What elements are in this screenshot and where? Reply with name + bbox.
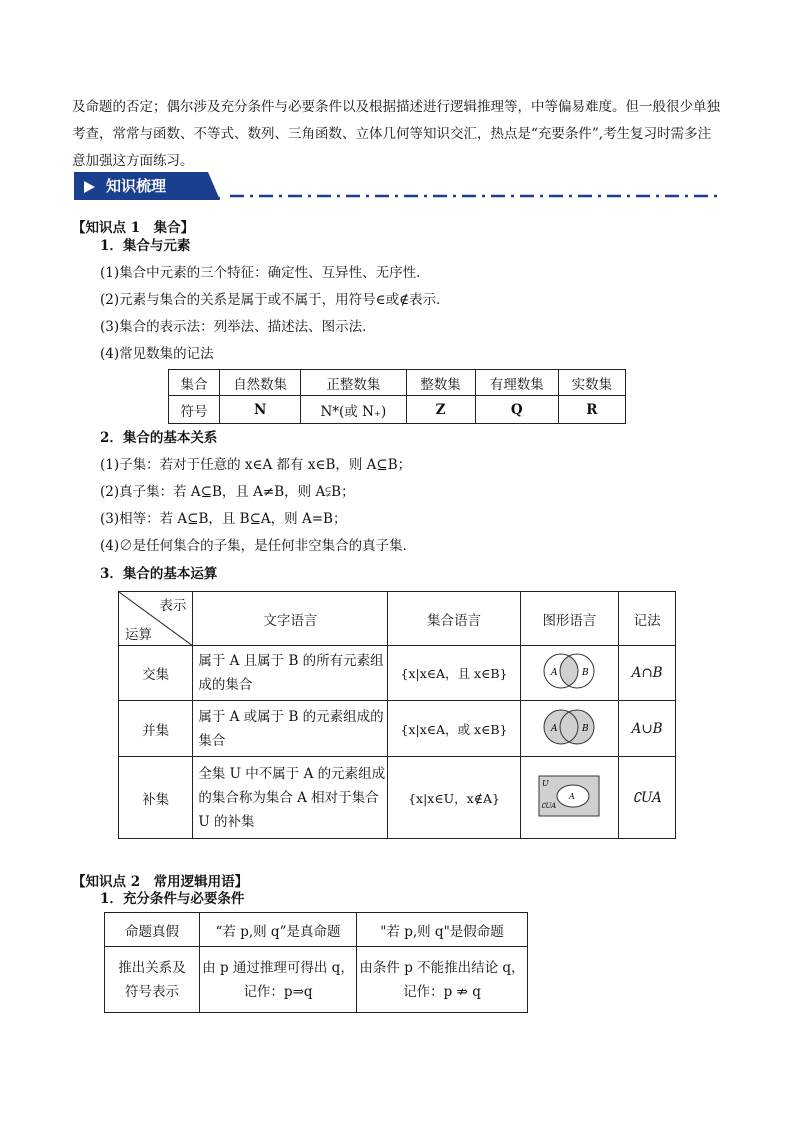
cond-false-note: 记作：p ⇏ q xyxy=(403,983,481,1000)
op-set: {x|x∈A，或 x∈B} xyxy=(388,701,520,757)
kp1-heading-2: 2．集合的基本关系 xyxy=(100,430,218,446)
op-diagram xyxy=(520,701,619,757)
cond-true-cell xyxy=(200,947,357,1013)
op-set: {x|x∈A，且 x∈B} xyxy=(388,646,520,701)
venn-label-complement: ∁UA xyxy=(541,801,557,810)
intersection-venn xyxy=(537,651,601,691)
venn-label-b: B xyxy=(582,668,590,678)
op-name: 补集 xyxy=(119,757,193,839)
relation-4: (4)∅是任何集合的子集，是任何非空集合的真子集． xyxy=(100,538,417,554)
op-set: {x|x∈U，x∉A} xyxy=(388,757,520,839)
corner-cell xyxy=(119,592,193,646)
numset-symbol: Z xyxy=(406,396,475,424)
header-cell: 图形语言 xyxy=(520,592,619,646)
numset-cell: 有理数集 xyxy=(475,370,558,396)
number-set-table xyxy=(168,369,626,424)
header-cell: 记法 xyxy=(619,592,676,646)
relation-2: (2)真子集：若 A⊆B，且 A≠B，则 A⫋B； xyxy=(100,484,355,500)
kp2-title: 【知识点 2 常用逻辑用语】 xyxy=(72,874,249,890)
corner-bottom-label: 运算 xyxy=(125,627,152,643)
venn-label-a: A xyxy=(551,723,558,734)
kp1-heading-3: 3．集合的基本运算 xyxy=(100,566,218,582)
cond-header: “若 p,则 q”是真命题 xyxy=(200,913,357,947)
kp1-heading-1: 1．集合与元素 xyxy=(100,238,191,254)
numset-cell: 整数集 xyxy=(406,370,475,396)
kp1-item-2: (2)元素与集合的关系是属于或不属于，用符号∈或∉表示． xyxy=(100,292,450,308)
cond-false-text: 由条件 p 不能推出结论 q， xyxy=(359,959,525,976)
venn-label-a: A xyxy=(551,668,558,678)
op-notation: A∩B xyxy=(619,646,676,701)
kp1-item-1: (1)集合中元素的三个特征：确定性、互异性、无序性． xyxy=(100,265,430,281)
dash-dot-divider xyxy=(230,194,720,198)
relation-1: (1)子集：若对于任意的 x∈A 都有 x∈B，则 A⊆B； xyxy=(100,457,412,473)
cond-false-cell xyxy=(357,947,528,1013)
op-diagram xyxy=(520,757,619,839)
op-notation: A∪B xyxy=(619,701,676,757)
venn-label-a: A xyxy=(569,791,576,801)
kp2-heading-1: 1．充分条件与必要条件 xyxy=(100,891,245,907)
cond-true-text: 由 p 通过推理可得出 q， xyxy=(202,959,354,976)
numset-cell: 自然数集 xyxy=(220,370,301,396)
kp1-item-3: (3)集合的表示法：列举法、描述法、图示法． xyxy=(100,319,376,335)
numset-symbol: R xyxy=(558,396,625,424)
cond-true-note: 记作：p⇒q xyxy=(243,983,313,1000)
op-text: 全集 U 中不属于 A 的元素组成的集合称为集合 A 相对于集合 U 的补集 xyxy=(193,757,388,839)
set-operations-table xyxy=(118,591,676,839)
play-arrow-icon xyxy=(82,180,96,194)
numset-cell: 集合 xyxy=(169,370,220,396)
kp1-title: 【知识点 1 集合】 xyxy=(72,220,195,236)
header-cell: 集合语言 xyxy=(388,592,520,646)
op-notation: ∁UA xyxy=(619,757,676,839)
cond-header: 命题真假 xyxy=(105,913,200,947)
cond-header: "若 p,则 q"是假命题 xyxy=(357,913,528,947)
cond-row-label: 推出关系及符号表示 xyxy=(105,947,200,1013)
numset-cell: 符号 xyxy=(169,396,220,424)
numset-symbol: Q xyxy=(475,396,558,424)
union-venn xyxy=(537,707,601,747)
relation-3: (3)相等：若 A⊆B，且 B⊆A，则 A=B； xyxy=(100,511,347,527)
op-text: 属于 A 或属于 B 的元素组成的集合 xyxy=(193,701,388,757)
corner-top-label: 表示 xyxy=(159,598,187,614)
header-cell: 文字语言 xyxy=(193,592,388,646)
numset-cell: 实数集 xyxy=(558,370,625,396)
venn-label-b: B xyxy=(582,723,590,734)
op-diagram xyxy=(520,646,619,701)
numset-cell: 正整数集 xyxy=(301,370,406,396)
op-name: 并集 xyxy=(119,701,193,757)
condition-table xyxy=(104,912,528,1013)
op-name: 交集 xyxy=(119,646,193,701)
intro-paragraph: 及命题的否定；偶尔涉及充分条件与必要条件以及根据描述进行逻辑推理等，中等偏易难度。但一般很少单独考查，常常与函数、不等式、数列、三角函数、立体几何等知识交汇，热点是“充要条件”,考生复习时需多注意加强这方面练习。 xyxy=(72,99,720,169)
venn-label-u: U xyxy=(542,778,550,788)
complement-venn xyxy=(537,774,601,818)
numset-symbol: N xyxy=(220,396,301,424)
op-text: 属于 A 且属于 B 的所有元素组成的集合 xyxy=(193,646,388,701)
section-banner-title: 知识梳理 xyxy=(106,177,167,195)
kp1-item-4: (4)常见数集的记法 xyxy=(100,346,214,362)
numset-symbol: N*(或 N₊) xyxy=(301,396,406,424)
